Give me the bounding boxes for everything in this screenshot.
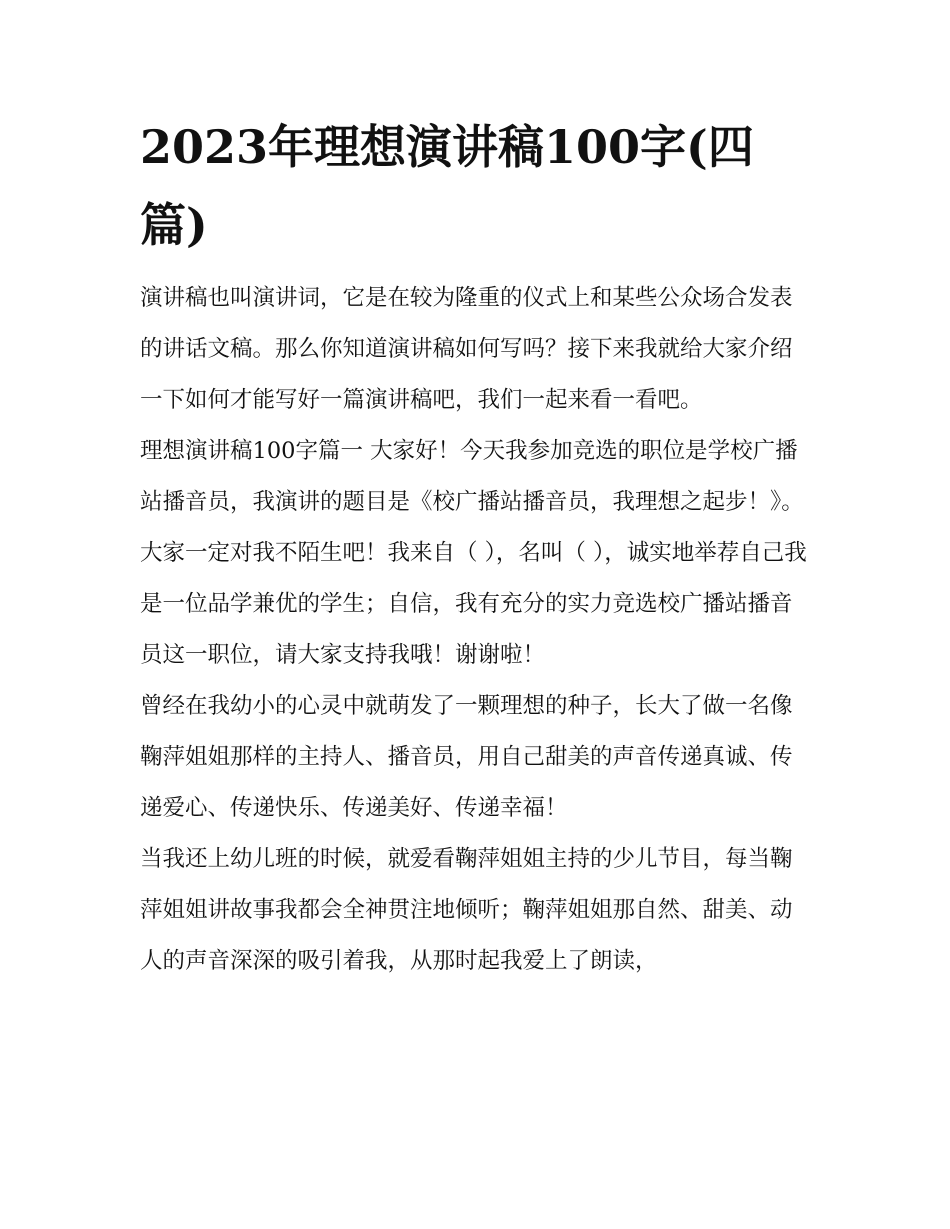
speech-paragraph-3: 当我还上幼儿班的时候，就爱看鞠萍姐姐主持的少儿节目，每当鞠萍姐姐讲故事我都会全神贯注地倾听；鞠萍姐姐那自然、甜美、动人的声音深深的吸引着我，从那时起我爱上了朗读， xyxy=(140,846,793,974)
speech-paragraph-1: 理想演讲稿100字篇一 大家好！今天我参加竞选的职位是学校广播站播音员，我演讲的题目是《校广播站播音员，我理想之起步！》。 大家一定对我不陌生吧！我来自（ ），名叫（ ），诚实地举荐自己我是一位品学兼优的学生；自信，我有充分的实力竞选校广播站播音员这一职位，请大家支持我哦！谢谢啦！ xyxy=(140,438,807,668)
intro-paragraph: 演讲稿也叫演讲词，它是在较为隆重的仪式上和某些公众场合发表的讲话文稿。那么你知道演讲稿如何写吗？接下来我就给大家介绍一下如何才能写好一篇演讲稿吧，我们一起来看一看吧。 xyxy=(140,285,793,413)
document-body xyxy=(140,273,812,987)
speech-paragraph-2: 曾经在我幼小的心灵中就萌发了一颗理想的种子，长大了做一名像鞠萍姐姐那样的主持人、播音员，用自己甜美的声音传递真诚、传递爱心、传递快乐、传递美好、传递幸福！ xyxy=(140,693,793,821)
document-title: 2023年理想演讲稿100字(四篇) xyxy=(140,120,754,252)
